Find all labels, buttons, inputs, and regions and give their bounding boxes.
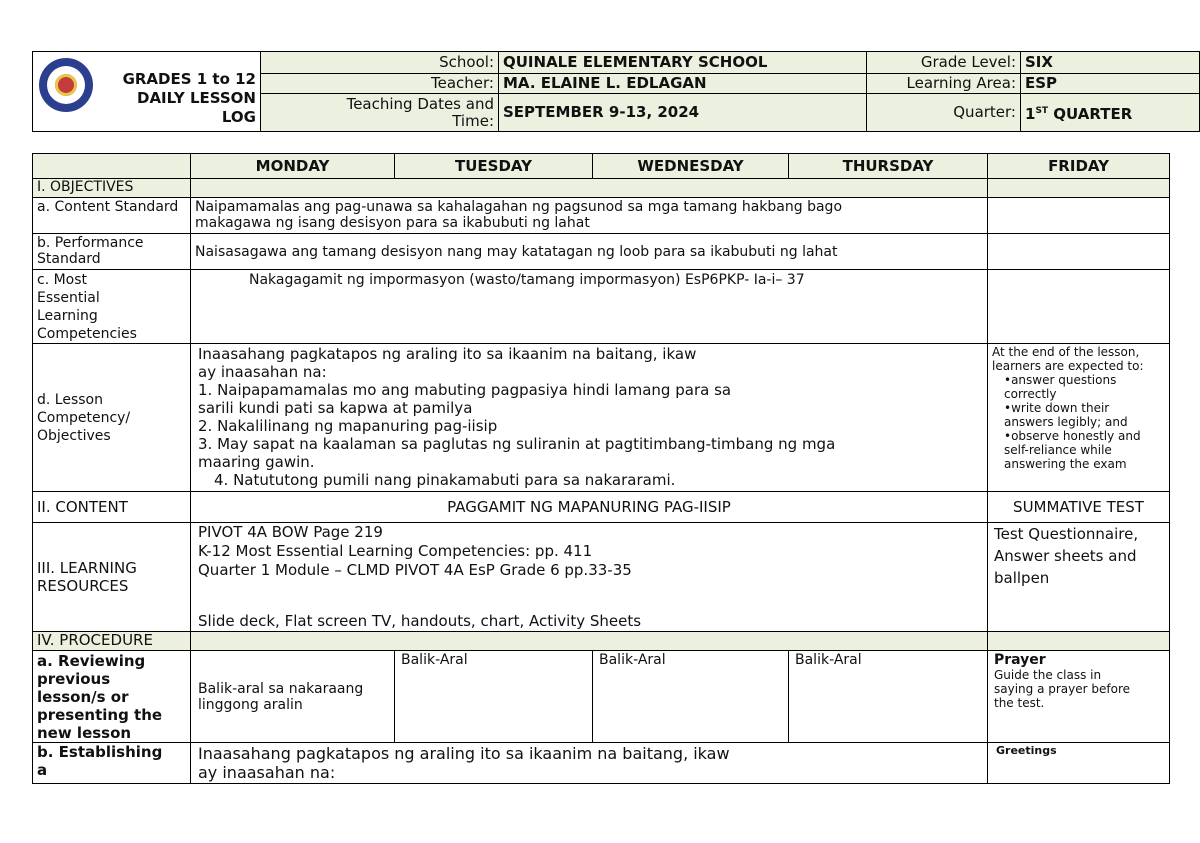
friday-objective-item: •write down their answers legibly; and xyxy=(1004,401,1128,429)
teaching-dates-value: SEPTEMBER 9-13, 2024 xyxy=(499,94,867,132)
teaching-dates-label: Teaching Dates and Time: xyxy=(261,94,499,132)
melc-label: c. Most Essential Learning Competencies xyxy=(33,270,191,344)
friday-objective-item: •answer questions correctly xyxy=(1004,373,1117,401)
teacher-label: Teacher: xyxy=(261,74,499,94)
performance-standard-label: b. Performance Standard xyxy=(33,234,191,270)
friday-resources: Test Questionnaire, Answer sheets and ballpen xyxy=(988,523,1170,632)
school-label: School: xyxy=(261,52,499,74)
reviewing-thursday: Balik-Aral xyxy=(789,651,988,743)
day-header-row xyxy=(33,154,1170,179)
day-monday: MONDAY xyxy=(191,154,395,179)
lesson-log-table xyxy=(32,153,1170,784)
quarter-value: 1ST QUARTER xyxy=(1021,94,1200,132)
content-value: PAGGAMIT NG MAPANURING PAG-IISIP xyxy=(191,492,988,523)
performance-standard-value: Naisasagawa ang tamang desisyon nang may katatagan ng loob para sa ikabubuti ng lahat xyxy=(191,234,988,270)
dll-title: GRADES 1 to 12 DAILY LESSON LOG xyxy=(99,52,261,132)
learning-resources-label: III. LEARNING RESOURCES xyxy=(33,523,191,632)
deped-seal-logo xyxy=(39,58,93,112)
reviewing-friday: Prayer Guide the class in saying a prayer before the test. xyxy=(988,651,1170,743)
grade-level-label: Grade Level: xyxy=(867,52,1021,74)
grade-level-value: SIX xyxy=(1021,52,1200,74)
day-thursday: THURSDAY xyxy=(789,154,988,179)
establishing-label: b. Establishing a xyxy=(33,743,191,784)
lesson-objectives-value: Inaasahang pagkatapos ng araling ito sa ikaanim na baitang, ikaw ay inaasahan na: 1. Naipapamamalas mo ang mabuting pagpasiya hindi lamang para sa sarili kundi pati sa kapwa at pamilya 2. Nakalilinang ng mapanuring pag-iisip 3. May sapat na kaalaman sa paglutas ng suliranin at pagtitimbang-timbang ng mga maaring gawin. 4. Natututong pumili nang pinakamabuti para sa nakararami. xyxy=(191,344,988,492)
learning-area-value: ESP xyxy=(1021,74,1200,94)
reviewing-wednesday: Balik-Aral xyxy=(593,651,789,743)
objectives-heading: I. OBJECTIVES xyxy=(33,179,191,198)
reviewing-label: a. Reviewing previous lesson/s or presenting the new lesson xyxy=(33,651,191,743)
content-standard-label: a. Content Standard xyxy=(33,198,191,234)
establishing-value: Inaasahang pagkatapos ng araling ito sa ikaanim na baitang, ikaw ay inaasahan na: xyxy=(191,743,988,784)
reviewing-monday: Balik-aral sa nakaraang linggong aralin xyxy=(191,651,395,743)
lesson-objectives-label: d. Lesson Competency/ Objectives xyxy=(33,344,191,492)
learning-area-label: Learning Area: xyxy=(867,74,1021,94)
materials-line: Slide deck, Flat screen TV, handouts, chart, Activity Sheets xyxy=(198,612,642,630)
teacher-value: MA. ELAINE L. EDLAGAN xyxy=(499,74,867,94)
day-wednesday: WEDNESDAY xyxy=(593,154,789,179)
day-friday: FRIDAY xyxy=(988,154,1170,179)
melc-value: Nakagagamit ng impormasyon (wasto/tamang impormasyon) EsP6PKP- Ia-i– 37 xyxy=(191,270,988,344)
content-standard-value: Naipamamalas ang pag-unawa sa kahalagahan ng pagsunod sa mga tamang hakbang bago makagawa ng isang desisyon para sa ikabubuti ng lahat xyxy=(191,198,988,234)
friday-objectives: At the end of the lesson, learners are expected to: •answer questions correctly •write down their answers legibly; and •observe honestly and self-reliance while answering the exam xyxy=(988,344,1170,492)
quarter-label: Quarter: xyxy=(867,94,1021,132)
learning-resources-value: PIVOT 4A BOW Page 219 K-12 Most Essential Learning Competencies: pp. 411 Quarter 1 Module – CLMD PIVOT 4A EsP Grade 6 pp.33-35 Slide deck, Flat screen TV, handouts, chart, Activity Sheets xyxy=(191,523,988,632)
reviewing-tuesday: Balik-Aral xyxy=(395,651,593,743)
content-label: II. CONTENT xyxy=(33,492,191,523)
summative-test: SUMMATIVE TEST xyxy=(988,492,1170,523)
school-value: QUINALE ELEMENTARY SCHOOL xyxy=(499,52,867,74)
friday-objective-item: •observe honestly and self-reliance while answering the exam xyxy=(1004,429,1141,471)
header-table xyxy=(32,51,1200,132)
logo-cell xyxy=(33,52,99,132)
establishing-friday: Greetings xyxy=(988,743,1170,784)
procedure-heading: IV. PROCEDURE xyxy=(33,632,191,651)
day-tuesday: TUESDAY xyxy=(395,154,593,179)
